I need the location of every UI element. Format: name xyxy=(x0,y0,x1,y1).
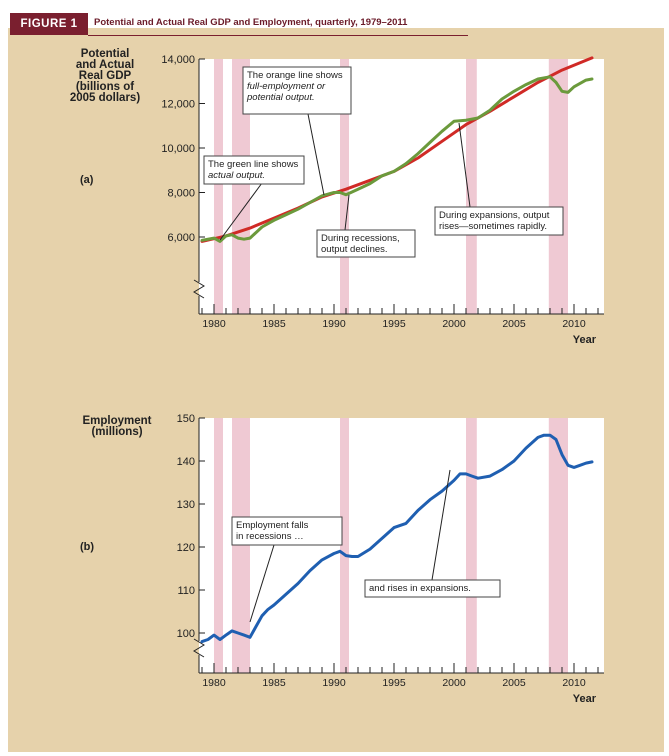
annotation-text-line: actual output. xyxy=(208,170,266,181)
recession-band xyxy=(214,59,223,314)
y-axis-title-line: Employment xyxy=(82,415,152,427)
y-axis-title-line: 2005 dollars) xyxy=(69,92,141,104)
y-tick-label: 10,000 xyxy=(161,143,195,155)
y-tick-label: 100 xyxy=(176,628,195,640)
annotation-text-line: rises—sometimes rapidly. xyxy=(439,221,548,232)
figure-title: Potential and Actual Real GDP and Employment, quarterly, 1979–2011 xyxy=(94,17,408,28)
recession-band xyxy=(549,418,568,673)
recession-band xyxy=(549,59,568,314)
annotation-text-line: output declines. xyxy=(321,244,388,255)
panel-label: (a) xyxy=(80,174,94,186)
y-tick-label: 140 xyxy=(176,456,195,468)
annotation-text-line: During recessions, xyxy=(321,233,400,244)
y-axis-title-line: (billions of xyxy=(75,81,135,93)
x-tick-label: 1985 xyxy=(262,318,286,330)
x-tick-label: 2010 xyxy=(562,318,586,330)
x-tick-label: 1985 xyxy=(262,677,286,689)
annotation-text-line: full-employment or xyxy=(247,81,326,92)
chart-b xyxy=(80,413,604,705)
annotation-text-line: The orange line shows xyxy=(247,70,343,81)
recession-band xyxy=(466,418,477,673)
x-axis-title: Year xyxy=(572,334,596,346)
y-tick-label: 120 xyxy=(176,542,195,554)
figure-label: FIGURE 1 xyxy=(10,13,88,35)
x-axis-title: Year xyxy=(572,693,596,705)
x-tick-label: 1980 xyxy=(202,677,226,689)
y-axis-title-line: Real GDP xyxy=(78,70,132,82)
annotation-text-line: in recessions … xyxy=(236,531,304,542)
annotation-text-line: and rises in expansions. xyxy=(369,583,471,594)
x-tick-label: 2005 xyxy=(502,318,526,330)
x-tick-label: 2005 xyxy=(502,677,526,689)
annotation-text-line: The green line shows xyxy=(208,159,299,170)
x-tick-label: 1990 xyxy=(322,677,346,689)
x-tick-label: 1995 xyxy=(382,677,406,689)
y-tick-label: 150 xyxy=(176,413,195,425)
annotation-text-line: During expansions, output xyxy=(439,210,550,221)
y-tick-label: 110 xyxy=(177,585,195,597)
annotation-text-line: Employment falls xyxy=(236,520,309,531)
y-axis-title-line: (millions) xyxy=(91,426,143,438)
panel-label: (b) xyxy=(80,541,95,553)
x-tick-label: 1995 xyxy=(382,318,406,330)
annotation-text-line: potential output. xyxy=(247,92,315,103)
y-axis-title-line: Potential xyxy=(80,48,130,60)
x-tick-label: 2000 xyxy=(442,318,466,330)
x-tick-label: 1990 xyxy=(322,318,346,330)
y-tick-label: 12,000 xyxy=(161,98,195,111)
x-tick-label: 2000 xyxy=(442,677,466,689)
y-axis-title-line: and Actual xyxy=(75,59,135,71)
chart-a xyxy=(70,48,604,346)
y-tick-label: 6,000 xyxy=(167,232,195,244)
x-tick-label: 1980 xyxy=(202,318,226,330)
y-tick-label: 130 xyxy=(176,499,195,511)
y-tick-label: 8,000 xyxy=(167,187,195,200)
x-tick-label: 2010 xyxy=(562,677,586,689)
y-tick-label: 14,000 xyxy=(161,54,195,66)
